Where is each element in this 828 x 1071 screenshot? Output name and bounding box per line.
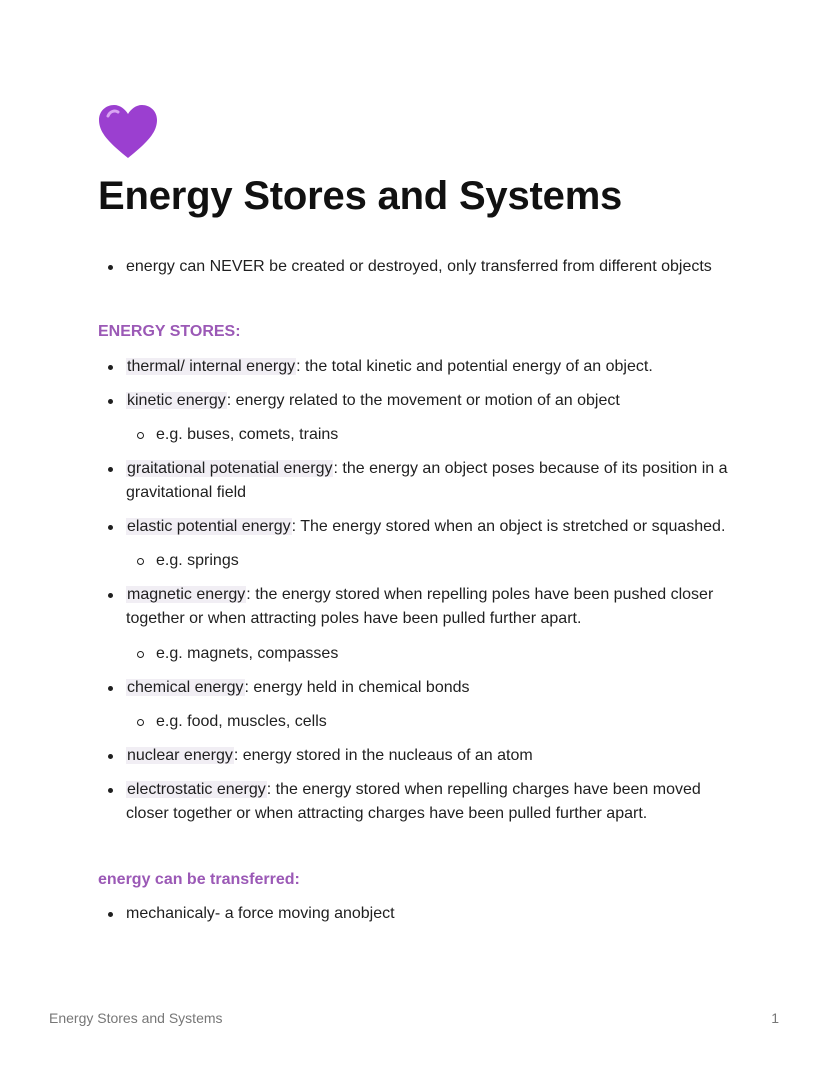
definition: : the energy an object poses because of its position in a gravitational field	[126, 460, 728, 501]
list-item	[98, 676, 738, 700]
list-item	[98, 583, 738, 631]
list-item	[98, 515, 738, 539]
document-body	[98, 104, 738, 926]
definition: : the energy stored when repelling charges have been moved closer together or when attracting charges have been pulled further apart.	[126, 781, 701, 822]
term: graitational potenatial energy	[127, 460, 333, 477]
list-item: energy can NEVER be created or destroyed, only transferred from different objects	[98, 255, 738, 279]
footer-title: Energy Stores and Systems	[49, 1010, 223, 1026]
sub-list-item: e.g. magnets, compasses	[98, 642, 738, 666]
term: nuclear energy	[127, 747, 233, 764]
energy-stores-list	[98, 355, 738, 826]
term: magnetic energy	[127, 586, 246, 603]
list-item	[98, 744, 738, 768]
definition: : the energy stored when repelling poles have been pushed closer together or when attracting poles have been pulled further apart.	[126, 586, 714, 627]
term: kinetic energy	[127, 392, 226, 409]
term: electrostatic energy	[127, 781, 266, 798]
energy-transfer-list	[98, 902, 738, 926]
sub-list-item: e.g. buses, comets, trains	[98, 423, 738, 447]
term: elastic potential energy	[127, 518, 291, 535]
sub-list-item: e.g. food, muscles, cells	[98, 710, 738, 734]
definition: : energy related to the movement or motion of an object	[226, 392, 620, 409]
definition: : energy stored in the nucleaus of an atom	[233, 747, 533, 764]
list-item	[98, 389, 738, 413]
section-heading-energy-transfer: energy can be transferred:	[98, 871, 300, 888]
term: thermal/ internal energy	[127, 358, 296, 375]
definition: : The energy stored when an object is stretched or squashed.	[291, 518, 726, 535]
page-number: 1	[771, 1010, 779, 1026]
list-item: mechanicaly- a force moving anobject	[98, 902, 738, 926]
definition: : energy held in chemical bonds	[244, 679, 470, 696]
purple-heart-icon	[98, 104, 158, 160]
list-item	[98, 457, 738, 505]
term: chemical energy	[127, 679, 244, 696]
list-item	[98, 355, 738, 379]
sub-list-item: e.g. springs	[98, 549, 738, 573]
definition: : the total kinetic and potential energy of an object.	[296, 358, 653, 375]
intro-list	[98, 255, 738, 279]
page-title: Energy Stores and Systems	[98, 174, 623, 218]
list-item	[98, 778, 738, 826]
section-heading-energy-stores: ENERGY STORES:	[98, 323, 241, 340]
